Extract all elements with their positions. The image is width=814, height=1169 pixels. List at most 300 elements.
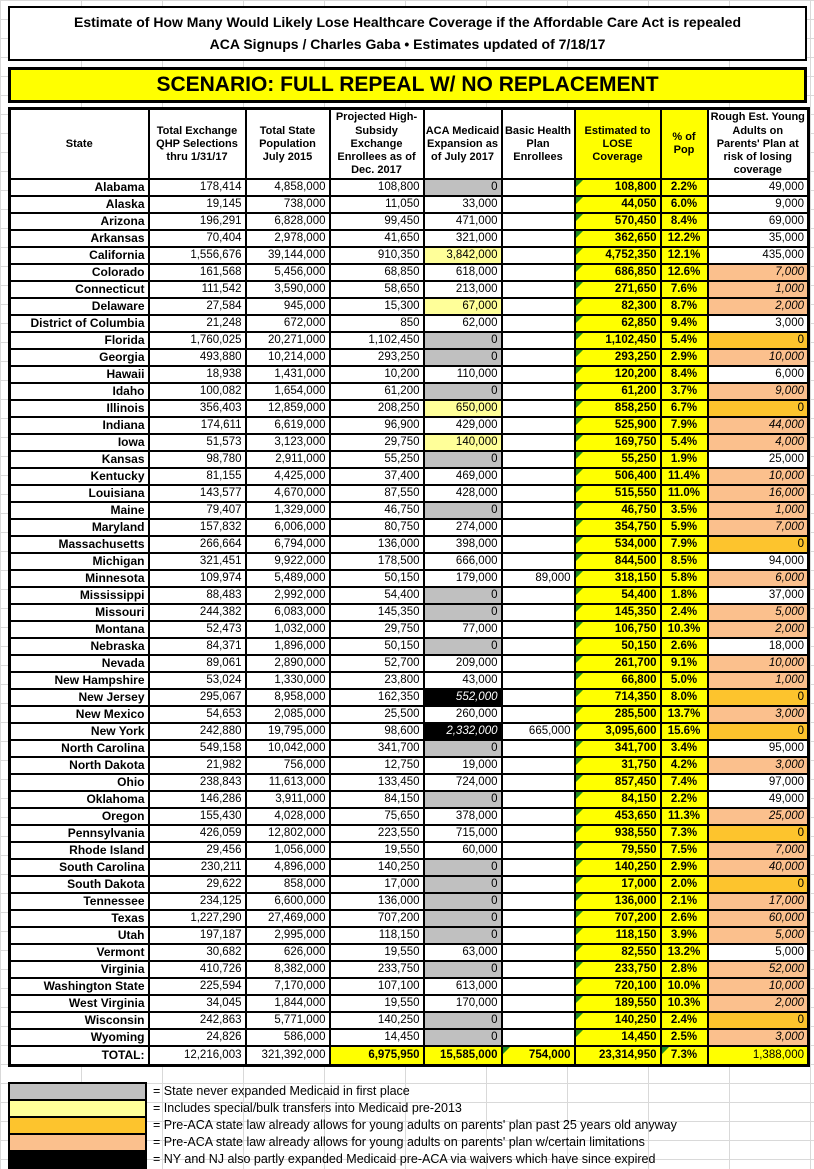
cell-projected-high-subsidy[interactable]: 293,250: [330, 349, 424, 366]
cell-young-adults[interactable]: 49,000: [708, 179, 809, 196]
cell-state[interactable]: Oregon: [10, 808, 149, 825]
cell-state[interactable]: Kansas: [10, 451, 149, 468]
cell-medicaid-expansion[interactable]: 0: [424, 1012, 502, 1029]
cell-pct-of-pop[interactable]: 8.4%: [661, 366, 708, 383]
cell-bhp-enrollees[interactable]: [502, 434, 575, 451]
cell-state[interactable]: Delaware: [10, 298, 149, 315]
cell-medicaid-expansion[interactable]: 170,000: [424, 995, 502, 1012]
cell-projected-high-subsidy[interactable]: 208,250: [330, 400, 424, 417]
cell-young-adults[interactable]: 69,000: [708, 213, 809, 230]
cell-projected-high-subsidy[interactable]: 50,150: [330, 638, 424, 655]
cell-state[interactable]: Arkansas: [10, 230, 149, 247]
cell-projected-high-subsidy[interactable]: 133,450: [330, 774, 424, 791]
cell-qhp-selections[interactable]: 410,726: [149, 961, 246, 978]
total-qhp-selections[interactable]: 12,216,003: [149, 1046, 246, 1066]
cell-pct-of-pop[interactable]: 7.9%: [661, 417, 708, 434]
cell-state[interactable]: Indiana: [10, 417, 149, 434]
cell-bhp-enrollees[interactable]: [502, 995, 575, 1012]
cell-state[interactable]: Nevada: [10, 655, 149, 672]
cell-population[interactable]: 6,006,000: [246, 519, 330, 536]
cell-qhp-selections[interactable]: 29,622: [149, 876, 246, 893]
cell-population[interactable]: 4,896,000: [246, 859, 330, 876]
cell-medicaid-expansion[interactable]: 724,000: [424, 774, 502, 791]
cell-estimated-to-lose[interactable]: 140,250: [575, 1012, 661, 1029]
cell-population[interactable]: 8,382,000: [246, 961, 330, 978]
cell-population[interactable]: 738,000: [246, 196, 330, 213]
cell-qhp-selections[interactable]: 493,880: [149, 349, 246, 366]
cell-projected-high-subsidy[interactable]: 96,900: [330, 417, 424, 434]
cell-pct-of-pop[interactable]: 2.6%: [661, 638, 708, 655]
cell-medicaid-expansion[interactable]: 0: [424, 927, 502, 944]
cell-young-adults[interactable]: 5,000: [708, 927, 809, 944]
cell-young-adults[interactable]: 2,000: [708, 621, 809, 638]
cell-state[interactable]: Maryland: [10, 519, 149, 536]
cell-population[interactable]: 945,000: [246, 298, 330, 315]
cell-population[interactable]: 858,000: [246, 876, 330, 893]
cell-projected-high-subsidy[interactable]: 140,250: [330, 1012, 424, 1029]
cell-young-adults[interactable]: 0: [708, 876, 809, 893]
cell-state[interactable]: Tennessee: [10, 893, 149, 910]
cell-qhp-selections[interactable]: 1,227,290: [149, 910, 246, 927]
cell-qhp-selections[interactable]: 1,556,676: [149, 247, 246, 264]
cell-bhp-enrollees[interactable]: 89,000: [502, 570, 575, 587]
cell-qhp-selections[interactable]: 111,542: [149, 281, 246, 298]
cell-projected-high-subsidy[interactable]: 178,500: [330, 553, 424, 570]
cell-estimated-to-lose[interactable]: 261,700: [575, 655, 661, 672]
cell-pct-of-pop[interactable]: 2.2%: [661, 179, 708, 196]
cell-young-adults[interactable]: 25,000: [708, 451, 809, 468]
cell-estimated-to-lose[interactable]: 61,200: [575, 383, 661, 400]
cell-pct-of-pop[interactable]: 5.4%: [661, 434, 708, 451]
cell-medicaid-expansion[interactable]: 469,000: [424, 468, 502, 485]
cell-estimated-to-lose[interactable]: 14,450: [575, 1029, 661, 1046]
cell-projected-high-subsidy[interactable]: 29,750: [330, 621, 424, 638]
cell-medicaid-expansion[interactable]: 0: [424, 502, 502, 519]
cell-bhp-enrollees[interactable]: [502, 774, 575, 791]
cell-medicaid-expansion[interactable]: 179,000: [424, 570, 502, 587]
cell-pct-of-pop[interactable]: 2.8%: [661, 961, 708, 978]
cell-young-adults[interactable]: 16,000: [708, 485, 809, 502]
cell-state[interactable]: North Carolina: [10, 740, 149, 757]
cell-pct-of-pop[interactable]: 6.0%: [661, 196, 708, 213]
cell-young-adults[interactable]: 18,000: [708, 638, 809, 655]
cell-qhp-selections[interactable]: 1,760,025: [149, 332, 246, 349]
col-header-young-adults[interactable]: Rough Est. Young Adults on Parents' Plan at risk of losing coverage: [708, 109, 809, 179]
cell-state[interactable]: Connecticut: [10, 281, 149, 298]
cell-young-adults[interactable]: 0: [708, 400, 809, 417]
cell-population[interactable]: 2,995,000: [246, 927, 330, 944]
cell-medicaid-expansion[interactable]: 0: [424, 961, 502, 978]
cell-medicaid-expansion[interactable]: 428,000: [424, 485, 502, 502]
cell-young-adults[interactable]: 52,000: [708, 961, 809, 978]
cell-young-adults[interactable]: 1,000: [708, 281, 809, 298]
cell-state[interactable]: Washington State: [10, 978, 149, 995]
cell-estimated-to-lose[interactable]: 66,800: [575, 672, 661, 689]
cell-population[interactable]: 1,431,000: [246, 366, 330, 383]
cell-qhp-selections[interactable]: 356,403: [149, 400, 246, 417]
cell-qhp-selections[interactable]: 161,568: [149, 264, 246, 281]
cell-population[interactable]: 1,896,000: [246, 638, 330, 655]
cell-pct-of-pop[interactable]: 12.6%: [661, 264, 708, 281]
cell-young-adults[interactable]: 0: [708, 1012, 809, 1029]
cell-estimated-to-lose[interactable]: 82,550: [575, 944, 661, 961]
cell-medicaid-expansion[interactable]: 0: [424, 1029, 502, 1046]
cell-population[interactable]: 2,978,000: [246, 230, 330, 247]
cell-medicaid-expansion[interactable]: 0: [424, 910, 502, 927]
cell-estimated-to-lose[interactable]: 525,900: [575, 417, 661, 434]
cell-projected-high-subsidy[interactable]: 17,000: [330, 876, 424, 893]
cell-population[interactable]: 3,911,000: [246, 791, 330, 808]
cell-projected-high-subsidy[interactable]: 108,800: [330, 179, 424, 196]
cell-young-adults[interactable]: 10,000: [708, 468, 809, 485]
cell-state[interactable]: Virginia: [10, 961, 149, 978]
cell-population[interactable]: 1,032,000: [246, 621, 330, 638]
cell-population[interactable]: 19,795,000: [246, 723, 330, 740]
cell-state[interactable]: South Dakota: [10, 876, 149, 893]
cell-state[interactable]: Texas: [10, 910, 149, 927]
cell-projected-high-subsidy[interactable]: 910,350: [330, 247, 424, 264]
cell-state[interactable]: Louisiana: [10, 485, 149, 502]
cell-pct-of-pop[interactable]: 8.4%: [661, 213, 708, 230]
cell-medicaid-expansion[interactable]: 62,000: [424, 315, 502, 332]
cell-projected-high-subsidy[interactable]: 850: [330, 315, 424, 332]
cell-population[interactable]: 4,670,000: [246, 485, 330, 502]
cell-population[interactable]: 8,958,000: [246, 689, 330, 706]
cell-medicaid-expansion[interactable]: 19,000: [424, 757, 502, 774]
cell-population[interactable]: 39,144,000: [246, 247, 330, 264]
cell-state[interactable]: Wyoming: [10, 1029, 149, 1046]
cell-population[interactable]: 586,000: [246, 1029, 330, 1046]
cell-medicaid-expansion[interactable]: 378,000: [424, 808, 502, 825]
cell-population[interactable]: 3,123,000: [246, 434, 330, 451]
cell-medicaid-expansion[interactable]: 77,000: [424, 621, 502, 638]
cell-bhp-enrollees[interactable]: [502, 332, 575, 349]
cell-estimated-to-lose[interactable]: 55,250: [575, 451, 661, 468]
cell-qhp-selections[interactable]: 19,145: [149, 196, 246, 213]
cell-qhp-selections[interactable]: 18,938: [149, 366, 246, 383]
col-header-qhp-selections[interactable]: Total Exchange QHP Selections thru 1/31/17: [149, 109, 246, 179]
cell-qhp-selections[interactable]: 84,371: [149, 638, 246, 655]
cell-estimated-to-lose[interactable]: 714,350: [575, 689, 661, 706]
cell-medicaid-expansion[interactable]: 0: [424, 383, 502, 400]
cell-estimated-to-lose[interactable]: 534,000: [575, 536, 661, 553]
total-bhp-enrollees[interactable]: 754,000: [502, 1046, 575, 1066]
cell-state[interactable]: Massachusetts: [10, 536, 149, 553]
cell-bhp-enrollees[interactable]: [502, 298, 575, 315]
cell-estimated-to-lose[interactable]: 3,095,600: [575, 723, 661, 740]
total-medicaid-expansion[interactable]: 15,585,000: [424, 1046, 502, 1066]
cell-medicaid-expansion[interactable]: 552,000: [424, 689, 502, 706]
cell-estimated-to-lose[interactable]: 106,750: [575, 621, 661, 638]
cell-state[interactable]: New Hampshire: [10, 672, 149, 689]
cell-projected-high-subsidy[interactable]: 1,102,450: [330, 332, 424, 349]
cell-estimated-to-lose[interactable]: 707,200: [575, 910, 661, 927]
cell-projected-high-subsidy[interactable]: 84,150: [330, 791, 424, 808]
cell-projected-high-subsidy[interactable]: 50,150: [330, 570, 424, 587]
cell-population[interactable]: 10,214,000: [246, 349, 330, 366]
cell-estimated-to-lose[interactable]: 515,550: [575, 485, 661, 502]
cell-state[interactable]: Wisconsin: [10, 1012, 149, 1029]
cell-population[interactable]: 672,000: [246, 315, 330, 332]
cell-state[interactable]: Idaho: [10, 383, 149, 400]
cell-estimated-to-lose[interactable]: 79,550: [575, 842, 661, 859]
col-header-bhp-enrollees[interactable]: Basic Health Plan Enrollees: [502, 109, 575, 179]
cell-pct-of-pop[interactable]: 2.0%: [661, 876, 708, 893]
cell-pct-of-pop[interactable]: 9.4%: [661, 315, 708, 332]
cell-young-adults[interactable]: 0: [708, 689, 809, 706]
cell-population[interactable]: 7,170,000: [246, 978, 330, 995]
cell-projected-high-subsidy[interactable]: 707,200: [330, 910, 424, 927]
cell-bhp-enrollees[interactable]: [502, 757, 575, 774]
cell-population[interactable]: 2,890,000: [246, 655, 330, 672]
cell-young-adults[interactable]: 2,000: [708, 995, 809, 1012]
cell-bhp-enrollees[interactable]: [502, 366, 575, 383]
cell-population[interactable]: 5,489,000: [246, 570, 330, 587]
cell-estimated-to-lose[interactable]: 118,150: [575, 927, 661, 944]
cell-population[interactable]: 756,000: [246, 757, 330, 774]
cell-estimated-to-lose[interactable]: 46,750: [575, 502, 661, 519]
cell-young-adults[interactable]: 3,000: [708, 315, 809, 332]
cell-pct-of-pop[interactable]: 11.4%: [661, 468, 708, 485]
cell-bhp-enrollees[interactable]: [502, 910, 575, 927]
cell-estimated-to-lose[interactable]: 169,750: [575, 434, 661, 451]
cell-bhp-enrollees[interactable]: [502, 349, 575, 366]
cell-population[interactable]: 6,794,000: [246, 536, 330, 553]
cell-young-adults[interactable]: 37,000: [708, 587, 809, 604]
cell-population[interactable]: 2,992,000: [246, 587, 330, 604]
cell-estimated-to-lose[interactable]: 189,550: [575, 995, 661, 1012]
cell-bhp-enrollees[interactable]: [502, 383, 575, 400]
cell-qhp-selections[interactable]: 100,082: [149, 383, 246, 400]
cell-young-adults[interactable]: 95,000: [708, 740, 809, 757]
cell-projected-high-subsidy[interactable]: 140,250: [330, 859, 424, 876]
cell-pct-of-pop[interactable]: 3.5%: [661, 502, 708, 519]
cell-estimated-to-lose[interactable]: 108,800: [575, 179, 661, 196]
cell-pct-of-pop[interactable]: 2.9%: [661, 859, 708, 876]
cell-state[interactable]: New Jersey: [10, 689, 149, 706]
cell-projected-high-subsidy[interactable]: 37,400: [330, 468, 424, 485]
cell-state[interactable]: Alaska: [10, 196, 149, 213]
cell-qhp-selections[interactable]: 52,473: [149, 621, 246, 638]
cell-population[interactable]: 1,844,000: [246, 995, 330, 1012]
col-header-estimated-to-lose[interactable]: Estimated to LOSE Coverage: [575, 109, 661, 179]
cell-pct-of-pop[interactable]: 7.5%: [661, 842, 708, 859]
cell-bhp-enrollees[interactable]: [502, 621, 575, 638]
cell-qhp-selections[interactable]: 234,125: [149, 893, 246, 910]
cell-estimated-to-lose[interactable]: 938,550: [575, 825, 661, 842]
cell-pct-of-pop[interactable]: 5.9%: [661, 519, 708, 536]
cell-projected-high-subsidy[interactable]: 68,850: [330, 264, 424, 281]
cell-pct-of-pop[interactable]: 2.4%: [661, 1012, 708, 1029]
cell-population[interactable]: 6,083,000: [246, 604, 330, 621]
cell-young-adults[interactable]: 4,000: [708, 434, 809, 451]
cell-bhp-enrollees[interactable]: 665,000: [502, 723, 575, 740]
cell-qhp-selections[interactable]: 146,286: [149, 791, 246, 808]
cell-state[interactable]: Pennsylvania: [10, 825, 149, 842]
cell-estimated-to-lose[interactable]: 570,450: [575, 213, 661, 230]
cell-pct-of-pop[interactable]: 12.2%: [661, 230, 708, 247]
cell-medicaid-expansion[interactable]: 650,000: [424, 400, 502, 417]
cell-pct-of-pop[interactable]: 7.6%: [661, 281, 708, 298]
cell-young-adults[interactable]: 7,000: [708, 519, 809, 536]
cell-projected-high-subsidy[interactable]: 54,400: [330, 587, 424, 604]
cell-young-adults[interactable]: 0: [708, 536, 809, 553]
cell-pct-of-pop[interactable]: 2.9%: [661, 349, 708, 366]
cell-bhp-enrollees[interactable]: [502, 451, 575, 468]
cell-estimated-to-lose[interactable]: 82,300: [575, 298, 661, 315]
cell-projected-high-subsidy[interactable]: 87,550: [330, 485, 424, 502]
cell-medicaid-expansion[interactable]: 67,000: [424, 298, 502, 315]
total-label[interactable]: TOTAL:: [10, 1046, 149, 1066]
cell-qhp-selections[interactable]: 549,158: [149, 740, 246, 757]
cell-medicaid-expansion[interactable]: 0: [424, 451, 502, 468]
cell-state[interactable]: Illinois: [10, 400, 149, 417]
cell-qhp-selections[interactable]: 143,577: [149, 485, 246, 502]
total-population[interactable]: 321,392,000: [246, 1046, 330, 1066]
cell-qhp-selections[interactable]: 21,248: [149, 315, 246, 332]
cell-population[interactable]: 1,056,000: [246, 842, 330, 859]
cell-pct-of-pop[interactable]: 4.2%: [661, 757, 708, 774]
cell-population[interactable]: 1,330,000: [246, 672, 330, 689]
cell-pct-of-pop[interactable]: 8.7%: [661, 298, 708, 315]
cell-bhp-enrollees[interactable]: [502, 213, 575, 230]
cell-qhp-selections[interactable]: 295,067: [149, 689, 246, 706]
cell-medicaid-expansion[interactable]: 260,000: [424, 706, 502, 723]
cell-state[interactable]: Vermont: [10, 944, 149, 961]
cell-qhp-selections[interactable]: 426,059: [149, 825, 246, 842]
cell-qhp-selections[interactable]: 24,826: [149, 1029, 246, 1046]
cell-bhp-enrollees[interactable]: [502, 536, 575, 553]
cell-pct-of-pop[interactable]: 2.6%: [661, 910, 708, 927]
col-header-state[interactable]: State: [10, 109, 149, 179]
cell-medicaid-expansion[interactable]: 0: [424, 332, 502, 349]
cell-medicaid-expansion[interactable]: 321,000: [424, 230, 502, 247]
cell-young-adults[interactable]: 1,000: [708, 502, 809, 519]
cell-projected-high-subsidy[interactable]: 136,000: [330, 536, 424, 553]
cell-qhp-selections[interactable]: 34,045: [149, 995, 246, 1012]
cell-state[interactable]: North Dakota: [10, 757, 149, 774]
cell-young-adults[interactable]: 10,000: [708, 655, 809, 672]
cell-medicaid-expansion[interactable]: 209,000: [424, 655, 502, 672]
cell-medicaid-expansion[interactable]: 110,000: [424, 366, 502, 383]
cell-estimated-to-lose[interactable]: 453,650: [575, 808, 661, 825]
cell-young-adults[interactable]: 435,000: [708, 247, 809, 264]
cell-qhp-selections[interactable]: 238,843: [149, 774, 246, 791]
cell-bhp-enrollees[interactable]: [502, 264, 575, 281]
cell-young-adults[interactable]: 6,000: [708, 570, 809, 587]
cell-qhp-selections[interactable]: 225,594: [149, 978, 246, 995]
cell-state[interactable]: Hawaii: [10, 366, 149, 383]
cell-pct-of-pop[interactable]: 5.0%: [661, 672, 708, 689]
cell-pct-of-pop[interactable]: 13.2%: [661, 944, 708, 961]
cell-qhp-selections[interactable]: 266,664: [149, 536, 246, 553]
cell-bhp-enrollees[interactable]: [502, 230, 575, 247]
cell-medicaid-expansion[interactable]: 0: [424, 179, 502, 196]
cell-population[interactable]: 2,085,000: [246, 706, 330, 723]
total-young-adults[interactable]: 1,388,000: [708, 1046, 809, 1066]
cell-state[interactable]: Kentucky: [10, 468, 149, 485]
cell-estimated-to-lose[interactable]: 341,700: [575, 740, 661, 757]
cell-qhp-selections[interactable]: 242,880: [149, 723, 246, 740]
cell-projected-high-subsidy[interactable]: 99,450: [330, 213, 424, 230]
cell-projected-high-subsidy[interactable]: 10,200: [330, 366, 424, 383]
cell-projected-high-subsidy[interactable]: 61,200: [330, 383, 424, 400]
cell-population[interactable]: 6,600,000: [246, 893, 330, 910]
cell-pct-of-pop[interactable]: 5.8%: [661, 570, 708, 587]
cell-estimated-to-lose[interactable]: 506,400: [575, 468, 661, 485]
cell-young-adults[interactable]: 0: [708, 723, 809, 740]
cell-bhp-enrollees[interactable]: [502, 978, 575, 995]
cell-qhp-selections[interactable]: 196,291: [149, 213, 246, 230]
cell-medicaid-expansion[interactable]: 398,000: [424, 536, 502, 553]
cell-estimated-to-lose[interactable]: 285,500: [575, 706, 661, 723]
cell-bhp-enrollees[interactable]: [502, 893, 575, 910]
cell-population[interactable]: 4,858,000: [246, 179, 330, 196]
cell-bhp-enrollees[interactable]: [502, 791, 575, 808]
cell-state[interactable]: Montana: [10, 621, 149, 638]
cell-projected-high-subsidy[interactable]: 145,350: [330, 604, 424, 621]
cell-estimated-to-lose[interactable]: 720,100: [575, 978, 661, 995]
cell-medicaid-expansion[interactable]: 43,000: [424, 672, 502, 689]
cell-projected-high-subsidy[interactable]: 25,500: [330, 706, 424, 723]
cell-pct-of-pop[interactable]: 1.9%: [661, 451, 708, 468]
cell-pct-of-pop[interactable]: 11.0%: [661, 485, 708, 502]
cell-qhp-selections[interactable]: 109,974: [149, 570, 246, 587]
cell-pct-of-pop[interactable]: 13.7%: [661, 706, 708, 723]
cell-population[interactable]: 626,000: [246, 944, 330, 961]
cell-qhp-selections[interactable]: 89,061: [149, 655, 246, 672]
cell-young-adults[interactable]: 5,000: [708, 604, 809, 621]
cell-medicaid-expansion[interactable]: 666,000: [424, 553, 502, 570]
cell-projected-high-subsidy[interactable]: 41,650: [330, 230, 424, 247]
cell-medicaid-expansion[interactable]: 618,000: [424, 264, 502, 281]
cell-projected-high-subsidy[interactable]: 107,100: [330, 978, 424, 995]
cell-estimated-to-lose[interactable]: 54,400: [575, 587, 661, 604]
cell-qhp-selections[interactable]: 157,832: [149, 519, 246, 536]
cell-young-adults[interactable]: 9,000: [708, 196, 809, 213]
cell-pct-of-pop[interactable]: 1.8%: [661, 587, 708, 604]
cell-bhp-enrollees[interactable]: [502, 638, 575, 655]
cell-state[interactable]: Colorado: [10, 264, 149, 281]
cell-medicaid-expansion[interactable]: 0: [424, 638, 502, 655]
cell-bhp-enrollees[interactable]: [502, 944, 575, 961]
cell-qhp-selections[interactable]: 98,780: [149, 451, 246, 468]
cell-state[interactable]: Iowa: [10, 434, 149, 451]
cell-young-adults[interactable]: 10,000: [708, 349, 809, 366]
cell-medicaid-expansion[interactable]: 715,000: [424, 825, 502, 842]
cell-young-adults[interactable]: 7,000: [708, 264, 809, 281]
cell-qhp-selections[interactable]: 29,456: [149, 842, 246, 859]
cell-projected-high-subsidy[interactable]: 46,750: [330, 502, 424, 519]
cell-pct-of-pop[interactable]: 2.5%: [661, 1029, 708, 1046]
cell-bhp-enrollees[interactable]: [502, 859, 575, 876]
cell-pct-of-pop[interactable]: 6.7%: [661, 400, 708, 417]
cell-state[interactable]: South Carolina: [10, 859, 149, 876]
cell-young-adults[interactable]: 0: [708, 825, 809, 842]
cell-projected-high-subsidy[interactable]: 233,750: [330, 961, 424, 978]
cell-estimated-to-lose[interactable]: 84,150: [575, 791, 661, 808]
cell-population[interactable]: 5,771,000: [246, 1012, 330, 1029]
cell-young-adults[interactable]: 94,000: [708, 553, 809, 570]
cell-medicaid-expansion[interactable]: 0: [424, 791, 502, 808]
cell-qhp-selections[interactable]: 79,407: [149, 502, 246, 519]
cell-population[interactable]: 4,425,000: [246, 468, 330, 485]
cell-young-adults[interactable]: 44,000: [708, 417, 809, 434]
cell-pct-of-pop[interactable]: 9.1%: [661, 655, 708, 672]
cell-state[interactable]: West Virginia: [10, 995, 149, 1012]
cell-pct-of-pop[interactable]: 10.3%: [661, 995, 708, 1012]
cell-bhp-enrollees[interactable]: [502, 179, 575, 196]
